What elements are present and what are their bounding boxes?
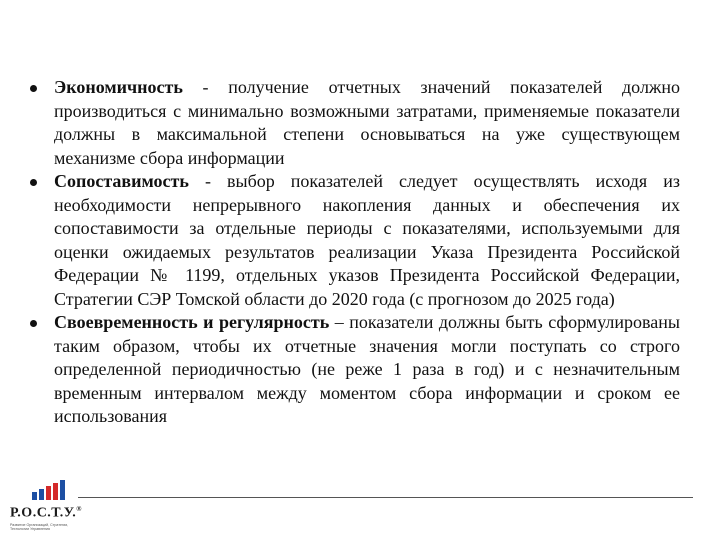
logo-bar <box>60 480 65 500</box>
criteria-list <box>30 76 680 429</box>
list-item <box>30 311 680 429</box>
list-item <box>30 170 680 311</box>
logo-bars-icon <box>30 480 70 500</box>
logo-name: Р.О.С.Т.У.® <box>10 505 82 521</box>
list-item <box>30 76 680 170</box>
logo-tagline: Развитие Организаций, Стратегии, Технологии Управления <box>10 523 69 531</box>
item-text: – показатели должны быть сформулированы таким образом, чтобы их отчетные значения могли поступать со строго определенной периодичностью (не реже 1 раза в год) и с незначительным временным интервалом между моментом сбора информации и сроком ее использования <box>54 312 680 426</box>
bullet-icon <box>30 179 37 186</box>
footer-divider <box>78 497 693 498</box>
logo-bar <box>53 483 58 500</box>
bullet-icon <box>30 85 37 92</box>
main-content <box>30 76 680 429</box>
item-text: - выбор показателей следует осуществлять исходя из необходимости непрерывного накопления данных и обеспечения их сопоставимости за отдельные периоды с показателями, используемыми для оценки ожидаемых результатов реализации Указа Президента Российской Федерации № 1199, отдельных указов Президента Российской Федерации, Стратегии СЭР Томской области до 2020 года (с прогнозом до 2025 года) <box>54 171 680 309</box>
bullet-icon <box>30 320 37 327</box>
item-text: - получение отчетных значений показателей должно производиться с минимально возможными затратами, применяемые показатели должны в максимальной степени основываться на уже существующем механизме сбора информации <box>54 77 680 168</box>
logo-bar <box>39 489 44 500</box>
logo-bar <box>46 486 51 500</box>
item-term: Экономичность <box>54 77 183 97</box>
item-term: Своевременность и регулярность <box>54 312 330 332</box>
company-logo <box>8 480 86 538</box>
logo-bar <box>32 492 37 500</box>
item-term: Сопоставимость <box>54 171 189 191</box>
